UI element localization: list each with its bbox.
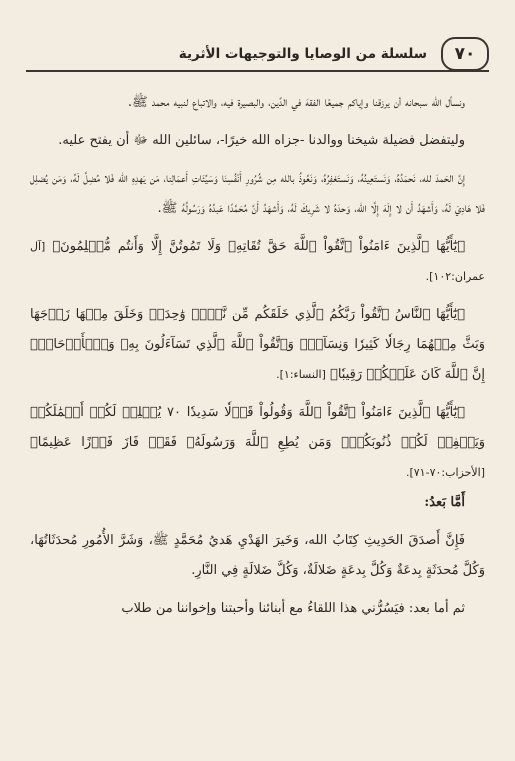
paragraph-prayer: ونسأل الله سبحانه أن يرزقنا وإياكم جميعًا الفقهَ في الدِّين، والبصيرة فيه، والاتباع لنبيه محمد ﷺ. (127, 95, 465, 110)
verse-reference: [النساء:١]. (276, 368, 326, 381)
page-body (30, 88, 485, 624)
running-title: سلسلة من الوصايا والتوجيهات الأثرية (178, 46, 427, 62)
verse-text: ﴿يَٰٓأَيُّهَا ٱلَّذِينَ ءَامَنُواْ ٱتَّقُواْ ٱللَّهَ حَقَّ تُقَاتِهِۦ وَلَا تَمُوتُنَّ إِلَّا وَأَنتُم مُّسۡلِمُونَ﴾ (52, 239, 465, 254)
paragraph-hadith: فَإِنَّ أَصدَقَ الحَدِيثِ كِتَابُ الله، وَخَيرَ الهَدْيِ هَديُ مُحَمَّدٍ ﷺ، وَشَرَّ الأُمُورِ مُحدَثَاتُهَا، وَكُلَّ مُحدَثَةٍ بِدعَةٌ وَكُلَّ بِدعَةٍ ضَلالَةٌ، وَكُلَّ ضَلالَةٍ فِي النَّارِ. (30, 533, 485, 578)
paragraph-khutbah-opening: إِنَّ الحَمدَ لله، نَحمَدُهُ، وَنَستَعِينُهُ، وَنَستَغفِرُهُ، وَنَعُوذُ بالله مِن شُرُورِ أَنْفُسِنَا وَسَيِّئَاتِ أَعمَالِنا، مَن يَهدِهِ الله فَلا مُضِلَّ لَهُ، وَمَن يُضلِل فَلا هَادِيَ لَهُ، وَأَشهَدُ أَن لا إِلَهَ إِلَّا الله، وَحدَهُ لا شَرِيكَ لَهُ، وَأَشهَدُ أَنَّ مُحَمَّدًا عَبدُهُ وَرَسُولُهُ ﷺ. (30, 171, 485, 216)
verse-reference: [آل عمران:١٠٢]. (30, 240, 485, 283)
quran-verse-3 (30, 398, 485, 488)
paragraph-invitation: وليتفضل فضيلة شيخنا ووالدنا -جزاه الله خيرًا-، سائلين الله ﷻ أن يفتح عليه. (58, 133, 465, 148)
verse-text: ﴿يَٰٓأَيُّهَا ٱلَّذِينَ ءَامَنُواْ ٱتَّقُواْ ٱللَّهَ وَقُولُواْ قَوۡلٗا سَدِيدٗا ٧٠ يُصۡلِحۡ لَكُمۡ أَعۡمَٰلَكُمۡ وَيَغۡفِرۡ لَكُمۡ ذُنُوبَكُمۡۗ وَمَن يُطِعِ ٱللَّهَ وَرَسُولَهُۥ فَقَدۡ فَازَ فَوۡزًا عَظِيمًا﴾ (30, 405, 485, 450)
page-number: ٧٠ (441, 37, 489, 71)
quran-verse-2 (30, 300, 485, 390)
amma-bad-heading: أَمَّا بَعدُ: (424, 495, 465, 510)
paragraph-closing: ثم أما بعد: فيَسُرُّني هذا اللقاءُ مع أبنائنا وأحبتنا وإخواننا من طلاب (121, 601, 465, 616)
verse-text: ﴿يَٰٓأَيُّهَا ٱلنَّاسُ ٱتَّقُواْ رَبَّكُمُ ٱلَّذِي خَلَقَكُم مِّن نَّفۡسٖ وَٰحِدَةٖ وَخَلَقَ مِنۡهَا زَوۡجَهَا وَبَثَّ مِنۡهُمَا رِجَالٗا كَثِيرٗا وَنِسَآءٗۚ وَٱتَّقُواْ ٱللَّهَ ٱلَّذِي تَسَآءَلُونَ بِهِۦ وَٱلۡأَرۡحَامَۚ إِنَّ ٱللَّهَ كَانَ عَلَيۡكُمۡ رَقِيبٗا﴾ (30, 307, 485, 382)
verse-reference: [الأحزاب:٧٠-٧١]. (405, 466, 485, 479)
quran-verse-1 (30, 232, 485, 292)
header-rule (26, 70, 489, 72)
page-header (26, 36, 489, 72)
